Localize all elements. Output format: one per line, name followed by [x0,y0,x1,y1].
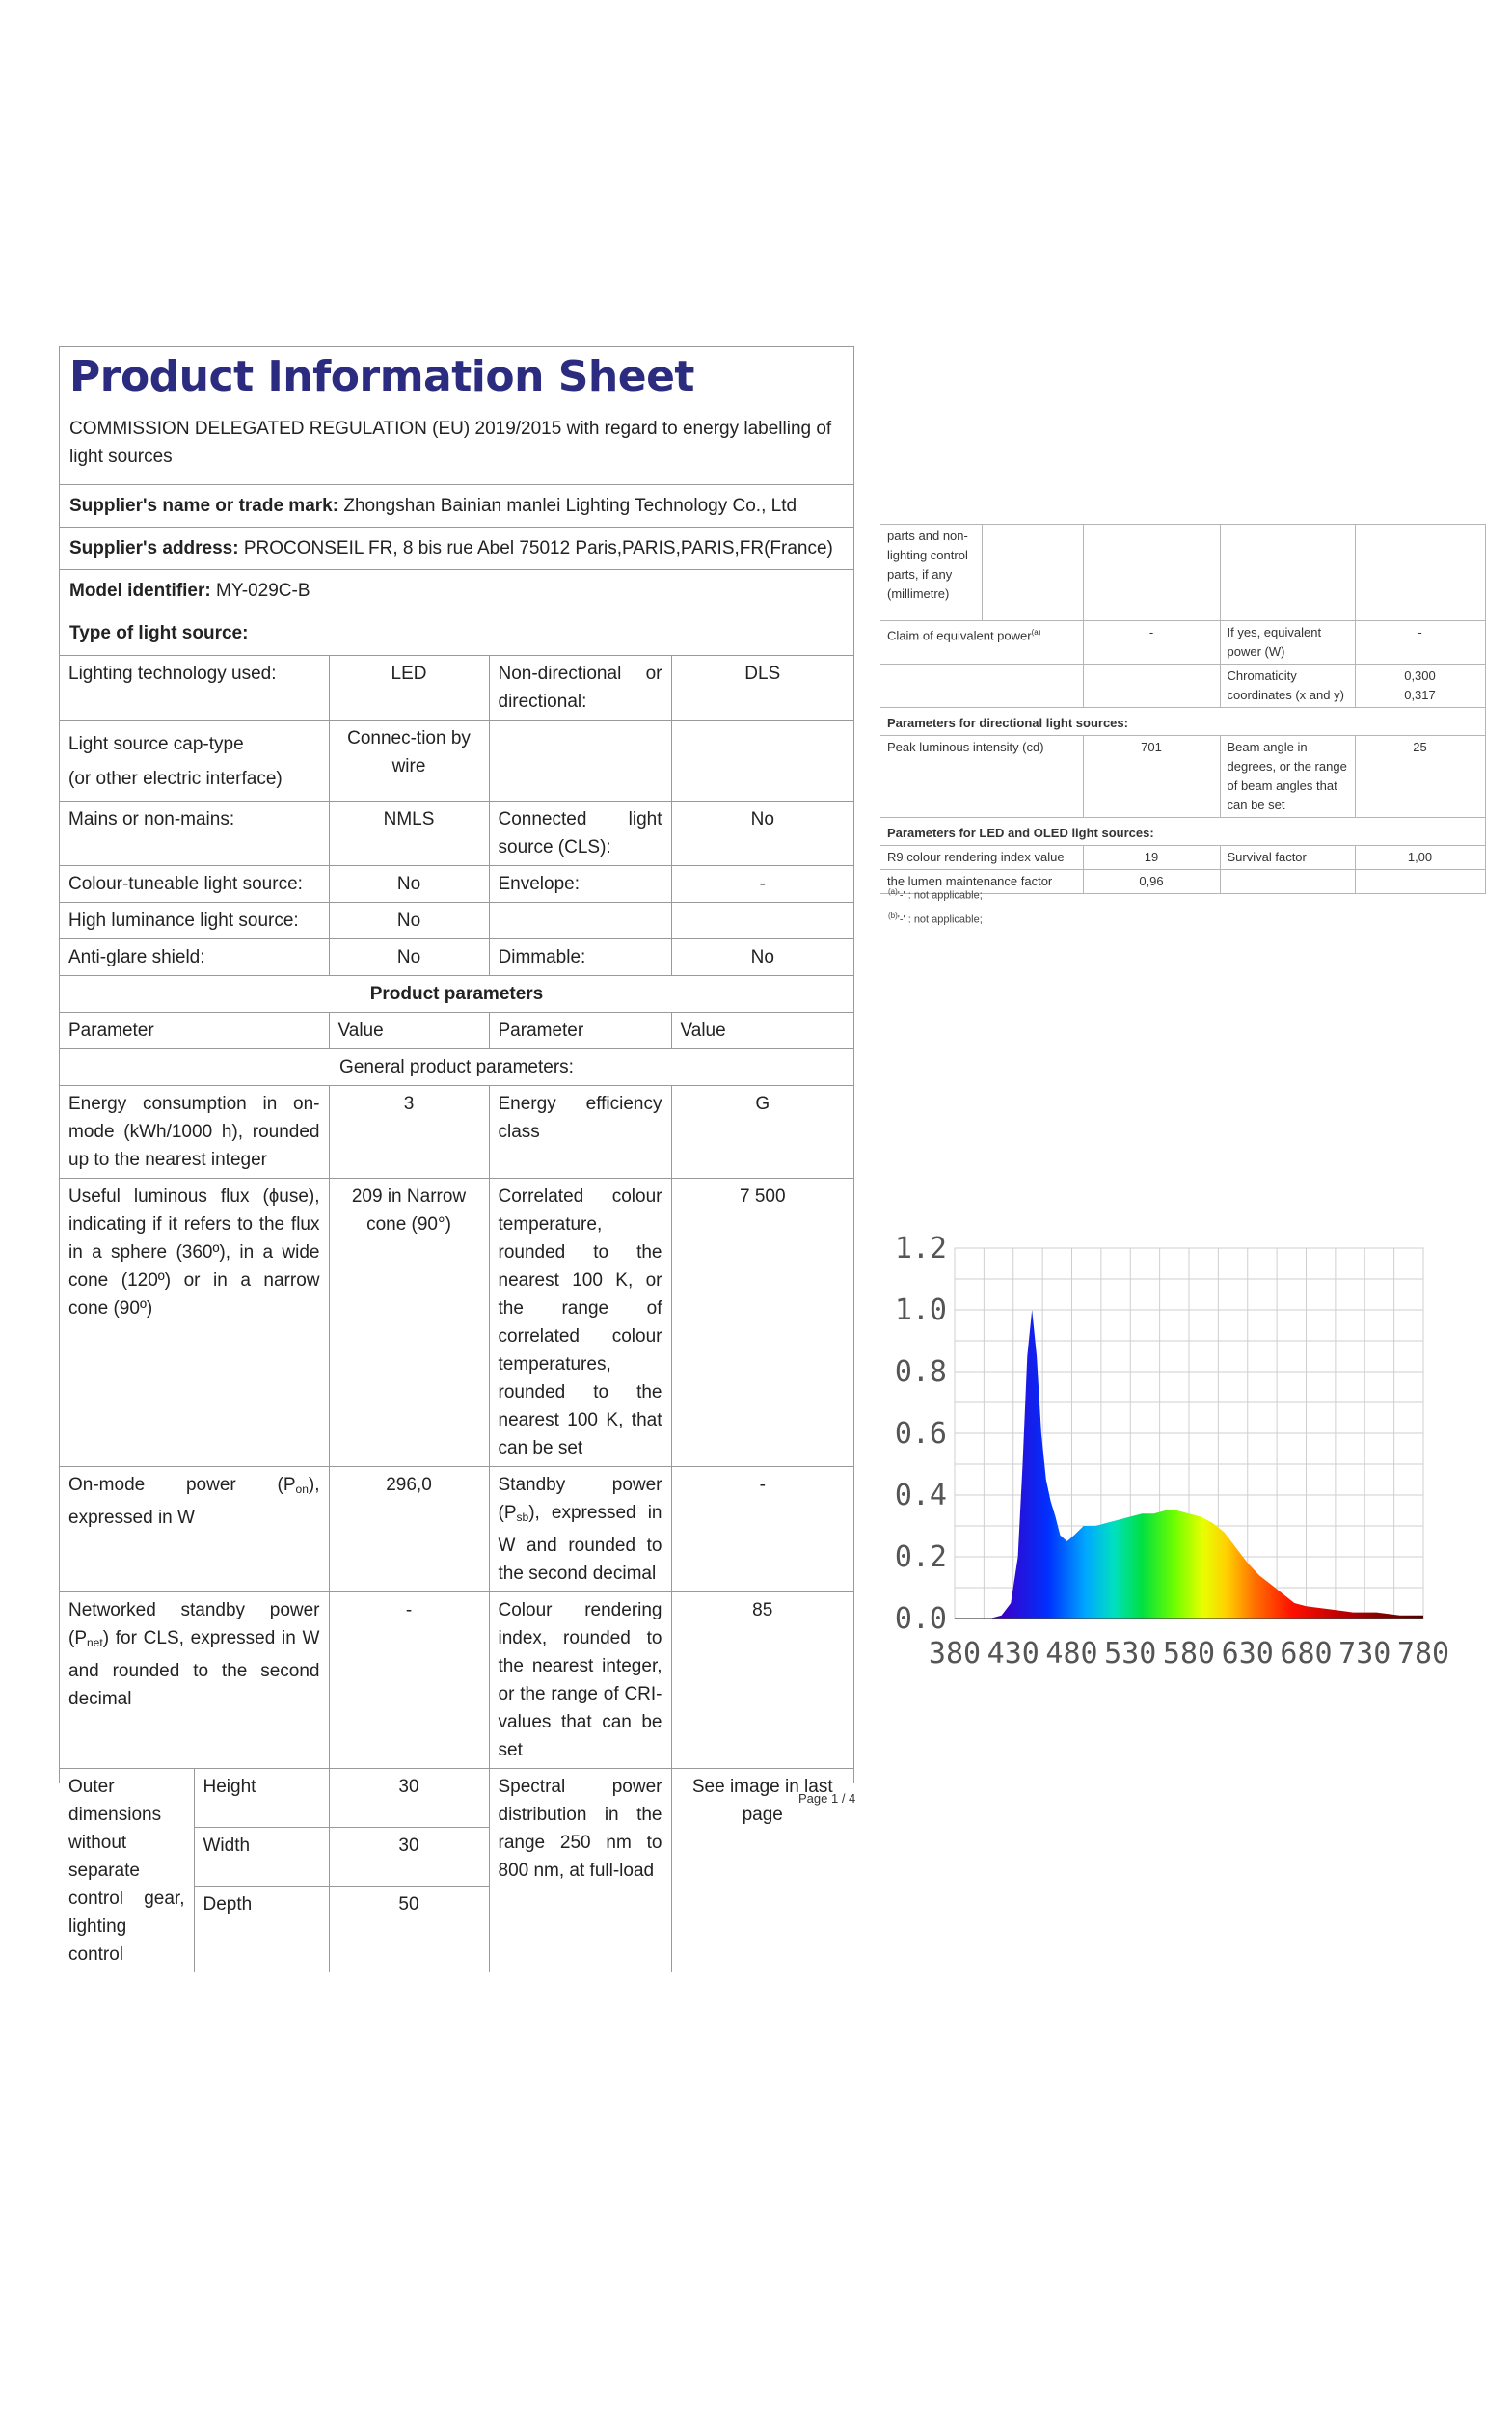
table-row [880,736,1485,818]
dimmable-label: Dimmable: [489,939,671,976]
footnote-b-text: '-' : not applicable; [897,913,983,926]
x-tick-label: 380 [928,1637,982,1671]
empty-cell [880,665,1083,708]
energy-consumption-label: Energy consumption in on-mode (kWh/1000 h), rounded up to the nearest integer [60,1086,329,1179]
mains-label: Mains or non-mains: [60,802,329,866]
standby-label-a: Standby power (P [498,1475,662,1523]
cap-type-label-line2: (or other electric interface) [68,769,283,789]
non-directional-value: DLS [671,656,853,721]
model-label: Model identifier: [69,581,211,601]
r9-value: 19 [1083,846,1220,870]
table-row [60,721,853,802]
dimmable-value: No [671,939,853,976]
lighting-tech-label: Lighting technology used: [60,656,329,721]
table-row [880,525,1485,621]
networked-standby-value: - [329,1592,489,1769]
empty-cell [1355,870,1485,894]
table-row [60,976,853,1013]
led-heading: Parameters for LED and OLED light sources: [880,818,1485,846]
table-row [60,656,853,721]
table-row [60,939,853,976]
table-row [60,903,853,939]
continued-parameters-table [880,524,1486,894]
lumen-maintenance-value: 0,96 [1083,870,1220,894]
colour-tuneable-value: No [329,866,489,903]
standby-power-label [489,1467,671,1592]
y-tick-label: 0.6 [894,1417,947,1451]
if-yes-value: - [1355,621,1485,665]
chromaticity-x: 0,300 [1404,668,1436,683]
onmode-power-value: 296,0 [329,1467,489,1592]
non-directional-label: Non-directional or directional: [489,656,671,721]
y-tick-label: 1.0 [894,1293,947,1327]
supplier-address-label: Supplier's address: [69,538,239,558]
envelope-value: - [671,866,853,903]
x-tick-label: 680 [1280,1637,1333,1671]
width-label: Width [194,1827,329,1886]
supplier-address-row [60,528,853,570]
general-parameters-heading: General product parameters: [60,1049,853,1086]
empty-cell [489,721,671,802]
cap-type-label [60,721,329,802]
model-value: MY-029C-B [216,581,310,601]
empty-cell [671,721,853,802]
connected-value: No [671,802,853,866]
spectral-label: Spectral power distribution in the range 250 nm to 800 nm, at full-load [489,1769,671,1973]
parts-label: parts and non-lighting control parts, if any (millimetre) [880,525,982,621]
depth-value: 50 [329,1886,489,1972]
onmode-label-sub: on [295,1483,309,1496]
cri-label: Colour rendering index, rounded to the nearest integer, or the range of CRI-values that can be set [489,1592,671,1769]
y-tick-label: 0.4 [894,1479,947,1512]
empty-cell [671,903,853,939]
x-tick-label: 530 [1104,1637,1157,1671]
depth-label: Depth [194,1886,329,1972]
cap-type-label-line1: Light source cap-type [68,734,244,754]
table-row [880,621,1485,665]
efficiency-class-value: G [671,1086,853,1179]
col-header-parameter: Parameter [60,1013,329,1049]
empty-cell [489,903,671,939]
onmode-power-label [60,1467,329,1592]
table-row [60,1049,853,1086]
anti-glare-value: No [329,939,489,976]
claim-label-text: Claim of equivalent power [887,628,1032,643]
chromaticity-value [1355,665,1485,708]
supplier-name-row [60,485,853,528]
onmode-label-a: On-mode power (P [68,1475,296,1495]
claim-equivalent-value: - [1083,621,1220,665]
empty-cell [1083,665,1220,708]
table-row [60,802,853,866]
product-parameters-heading: Product parameters [60,976,853,1013]
table-row [60,1592,853,1769]
table-header-row [60,1013,853,1049]
x-tick-label: 430 [986,1637,1040,1671]
empty-cell [1083,525,1220,621]
lumen-maintenance-label: the lumen maintenance factor [880,870,1083,894]
mains-value: NMLS [329,802,489,866]
table-row [880,818,1485,846]
footnote-b-sup: (b) [888,911,898,920]
footnote-a-sup: (a) [888,887,898,896]
regulation-subtitle: COMMISSION DELEGATED REGULATION (EU) 2019/2015 with regard to energy labelling of light sources [60,409,853,485]
claim-label-sup: (a) [1031,628,1041,637]
anti-glare-label: Anti-glare shield: [60,939,329,976]
r9-label: R9 colour rendering index value [880,846,1083,870]
efficiency-class-label: Energy efficiency class [489,1086,671,1179]
peak-intensity-value: 701 [1083,736,1220,818]
y-tick-label: 0.2 [894,1540,947,1574]
survival-factor-label: Survival factor [1220,846,1355,870]
x-tick-label: 730 [1338,1637,1391,1671]
table-row [880,846,1485,870]
y-tick-label: 0.8 [894,1355,947,1389]
high-lum-value: No [329,903,489,939]
beam-angle-label: Beam angle in degrees, or the range of beam angles that can be set [1220,736,1355,818]
envelope-label: Envelope: [489,866,671,903]
spectral-power-chart [894,1225,1450,1688]
empty-cell [982,525,1083,621]
chromaticity-y: 0,317 [1404,688,1436,702]
chromaticity-label: Chromaticity coordinates (x and y) [1220,665,1355,708]
col-header-parameter-2: Parameter [489,1013,671,1049]
survival-factor-value: 1,00 [1355,846,1485,870]
claim-equivalent-label [880,621,1083,665]
outer-dimensions-label: Outer dimensions without separate control gear, lighting control [60,1769,194,1973]
lighting-tech-value: LED [329,656,489,721]
standby-label-b: ), expressed in W and rounded to the second decimal [498,1503,662,1584]
if-yes-label: If yes, equivalent power (W) [1220,621,1355,665]
net-label-sub: net [87,1636,103,1649]
networked-standby-label [60,1592,329,1769]
luminous-flux-label: Useful luminous flux (ɸuse), indicating if it refers to the flux in a sphere (360º), in a wide cone (120º) or in a narrow cone (90º) [60,1179,329,1467]
table-row [60,1086,853,1179]
y-tick-label: 0.0 [894,1602,947,1636]
supplier-address-value: PROCONSEIL FR, 8 bis rue Abel 75012 Paris,PARIS,PARIS,FR(France) [243,538,833,558]
spectral-value: See image in last page [671,1769,853,1973]
table-row [60,1769,853,1828]
onmode-label-b: ), expressed in W [68,1475,320,1528]
model-row [60,570,853,612]
type-label: Type of light source: [69,623,249,643]
energy-consumption-value: 3 [329,1086,489,1179]
col-header-value: Value [329,1013,489,1049]
standby-power-value: - [671,1467,853,1592]
supplier-name-label: Supplier's name or trade mark: [69,496,339,516]
empty-cell [1220,870,1355,894]
luminous-flux-value: 209 in Narrow cone (90°) [329,1179,489,1467]
empty-cell [1220,525,1355,621]
spectral-chart-svg [894,1225,1450,1688]
connected-label: Connected light source (CLS): [489,802,671,866]
x-tick-label: 480 [1045,1637,1098,1671]
table-row [60,866,853,903]
directional-heading: Parameters for directional light sources: [880,708,1485,736]
table-row [880,665,1485,708]
col-header-value-2: Value [671,1013,853,1049]
footnote-b [888,911,983,926]
x-tick-label: 630 [1221,1637,1274,1671]
height-value: 30 [329,1769,489,1828]
page-number: Page 1 / 4 [798,1791,856,1806]
colour-tuneable-label: Colour-tuneable light source: [60,866,329,903]
x-tick-label: 580 [1162,1637,1216,1671]
high-lum-label: High luminance light source: [60,903,329,939]
cri-value: 85 [671,1592,853,1769]
peak-intensity-label: Peak luminous intensity (cd) [880,736,1083,818]
cct-label: Correlated colour temperature, rounded to the nearest 100 K, or the range of correlated colour temperatures, rounded to the nearest 100 K, that can be set [489,1179,671,1467]
net-label-a: Networked standby power (P [68,1600,320,1648]
width-value: 30 [329,1827,489,1886]
height-label: Height [194,1769,329,1828]
table-row [60,1179,853,1467]
type-row [60,612,853,655]
empty-cell [1355,525,1485,621]
net-label-b: ) for CLS, expressed in W and rounded to the second decimal [68,1628,320,1709]
beam-angle-value: 25 [1355,736,1485,818]
cap-type-value: Connec-tion by wire [329,721,489,802]
x-tick-label: 780 [1396,1637,1450,1671]
supplier-name-value: Zhongshan Bainian manlei Lighting Technology Co., Ltd [343,496,797,516]
footnote-a [888,887,983,902]
table-row [60,1467,853,1592]
sheet-title: Product Information Sheet [69,352,694,401]
y-tick-label: 1.2 [894,1232,947,1265]
standby-label-sub: sb [516,1510,529,1524]
sheet-header [60,347,853,409]
cct-value: 7 500 [671,1179,853,1467]
parameters-table [60,655,856,1972]
footnote-a-text: '-' : not applicable; [897,889,983,902]
table-row [880,708,1485,736]
